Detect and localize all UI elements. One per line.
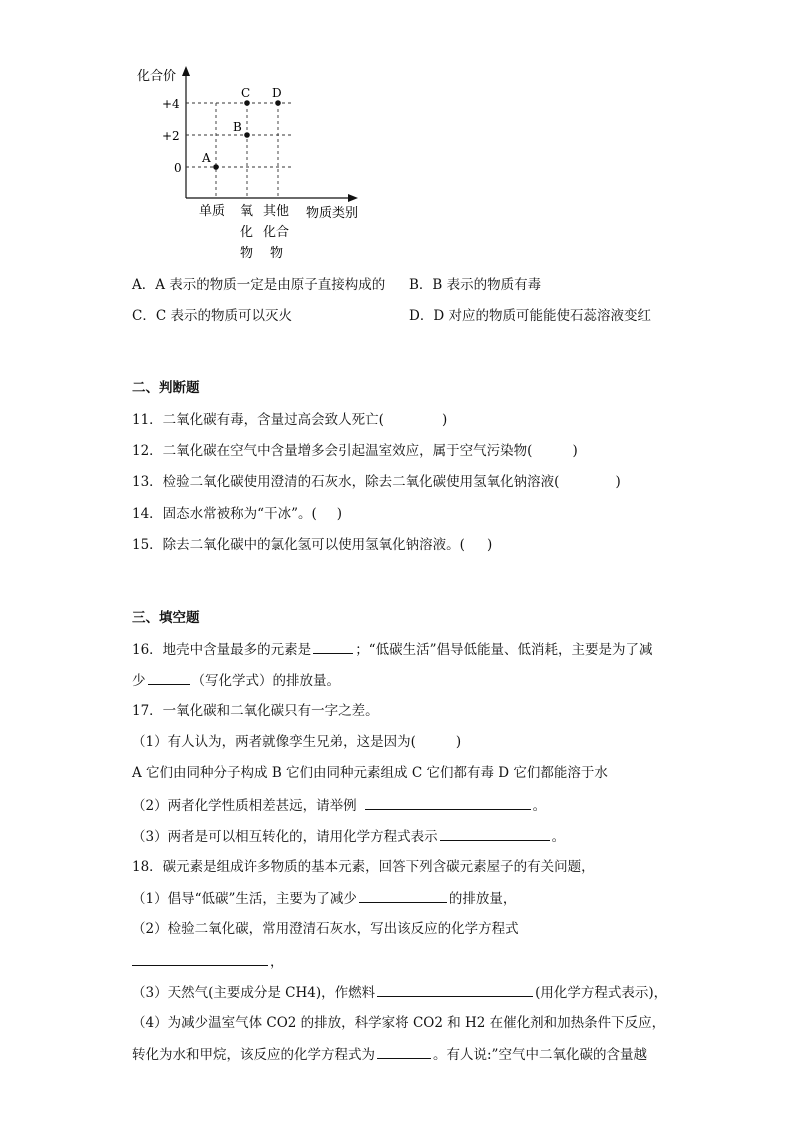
question-12-text: 12．二氧化碳在空气中含量增多会引起温室效应，属于空气污染物( xyxy=(132,443,533,459)
option-b: B．B 表示的物质有毒 xyxy=(409,277,542,293)
q16-text-a: 16．地壳中含量最多的元素是 xyxy=(132,642,312,658)
question-15-text: 15．除去二氧化碳中的氯化氢可以使用氢氧化钠溶液。( xyxy=(132,537,465,553)
close-paren: ) xyxy=(615,474,621,490)
q18-3-text-b: (用化学方程式表示)， xyxy=(535,985,668,1001)
point-d xyxy=(275,100,281,106)
q16-text-c: 少 xyxy=(132,673,146,689)
x-tick-oxide-2: 化 xyxy=(240,225,254,240)
close-paren: ) xyxy=(572,443,578,459)
question-12 xyxy=(132,441,578,461)
y-tick-plus4: +4 xyxy=(162,97,180,111)
x-tick-other-2: 化合 xyxy=(263,225,290,240)
question-18-3 xyxy=(132,982,667,1003)
section-title-fill: 三、填空题 xyxy=(132,610,200,626)
q17-3-text: （3）两者是可以相互转化的，请用化学方程式表示 xyxy=(132,829,438,845)
question-16-line2 xyxy=(132,670,340,691)
question-14-text: 14．固态水常被称为“干冰”。( xyxy=(132,506,317,522)
x-axis-arrow xyxy=(348,194,358,202)
option-a: A．A 表示的物质一定是由原子直接构成的 xyxy=(132,277,386,293)
point-label-b: B xyxy=(233,120,242,134)
question-18-2: （2）检验二氧化碳，常用澄清石灰水，写出该反应的化学方程式 xyxy=(132,921,519,937)
question-16-line1 xyxy=(132,639,653,660)
q18-1-text-b: 的排放量， xyxy=(448,891,517,907)
question-18-2-answer xyxy=(132,951,284,972)
answer-blank[interactable] xyxy=(377,982,533,997)
answer-blank[interactable] xyxy=(365,795,531,810)
q18-1-text-a: （1）倡导“低碳”生活，主要为了减少 xyxy=(132,891,357,907)
question-17: 17．一氧化碳和二氧化碳只有一字之差。 xyxy=(132,703,379,719)
point-label-d: D xyxy=(272,86,282,100)
point-b xyxy=(244,132,250,138)
answer-blank[interactable] xyxy=(359,888,447,903)
x-axis-label: 物质类别 xyxy=(306,206,359,221)
x-tick-other-3: 物 xyxy=(270,246,284,261)
q16-text-d: （写化学式）的排放量。 xyxy=(191,673,340,689)
y-tick-plus2: +2 xyxy=(162,129,180,143)
point-a xyxy=(213,164,219,170)
question-17-3 xyxy=(132,826,565,847)
q17-1-text: （1）有人认为，两者就像孪生兄弟，这是因为( xyxy=(132,734,416,750)
question-18-1 xyxy=(132,888,516,909)
question-13 xyxy=(132,472,621,492)
close-paren: ) xyxy=(455,734,462,750)
point-label-c: C xyxy=(241,86,251,100)
question-17-2 xyxy=(132,795,546,816)
q16-text-b: ；“低碳生活”倡导低能量、低消耗，主要是为了减 xyxy=(355,642,653,658)
q17-2-text: （2）两者化学性质相差甚远，请举例 xyxy=(132,798,357,814)
option-c: C．C 表示的物质可以灭火 xyxy=(132,308,292,324)
answer-blank[interactable] xyxy=(377,1044,431,1059)
question-11-text: 11．二氧化碳有毒，含量过高会致人死亡( xyxy=(132,412,384,428)
answer-blank[interactable] xyxy=(440,826,550,841)
q17-2-end: 。 xyxy=(532,798,547,814)
answer-blank[interactable] xyxy=(148,670,190,685)
x-tick-elemental: 单质 xyxy=(199,204,226,219)
point-c xyxy=(244,100,250,106)
q18-2-end: ， xyxy=(270,954,284,970)
question-17-1 xyxy=(132,732,461,752)
close-paren: ) xyxy=(441,412,448,428)
valence-diagram xyxy=(0,0,794,270)
q18-4-text-b: 转化为水和甲烷，该反应的化学方程式为 xyxy=(132,1047,375,1063)
question-13-text: 13．检验二氧化碳使用澄清的石灰水，除去二氧化碳使用氢氧化钠溶液( xyxy=(132,474,560,490)
question-11 xyxy=(132,410,447,430)
question-18-4-cont xyxy=(132,1044,647,1065)
question-14 xyxy=(132,504,342,524)
q18-4-text-c: 。有人说:”空气中二氧化碳的含量越 xyxy=(433,1047,647,1063)
option-d: D．D 对应的物质可能能使石蕊溶液变红 xyxy=(409,308,651,324)
answer-blank[interactable] xyxy=(132,951,268,966)
x-tick-oxide-1: 氧 xyxy=(240,204,254,219)
close-paren: ) xyxy=(486,537,493,553)
q18-3-text-a: （3）天然气(主要成分是 CH4)，作燃料 xyxy=(132,985,376,1001)
section-title-judgement: 二、判断题 xyxy=(132,380,200,396)
x-tick-oxide-3: 物 xyxy=(240,246,254,261)
answer-blank[interactable] xyxy=(313,639,353,654)
question-18-4: （4）为减少温室气体 CO2 的排放，科学家将 CO2 和 H2 在催化剂和加热条件下反应， xyxy=(132,1015,666,1031)
q17-3-end: 。 xyxy=(551,829,566,845)
point-label-a: A xyxy=(202,151,211,165)
y-tick-0: 0 xyxy=(174,161,182,175)
x-tick-other-1: 其他 xyxy=(263,204,290,219)
y-axis-arrow xyxy=(182,66,190,76)
question-15 xyxy=(132,535,492,555)
question-17-options: A 它们由同种分子构成 B 它们由同种元素组成 C 它们都有毒 D 它们都能溶于水 xyxy=(132,765,608,781)
y-axis-label: 化合价 xyxy=(137,69,177,84)
close-paren: ) xyxy=(336,506,343,522)
question-18: 18．碳元素是组成许多物质的基本元素，回答下列含碳元素屋子的有关问题， xyxy=(132,859,595,875)
